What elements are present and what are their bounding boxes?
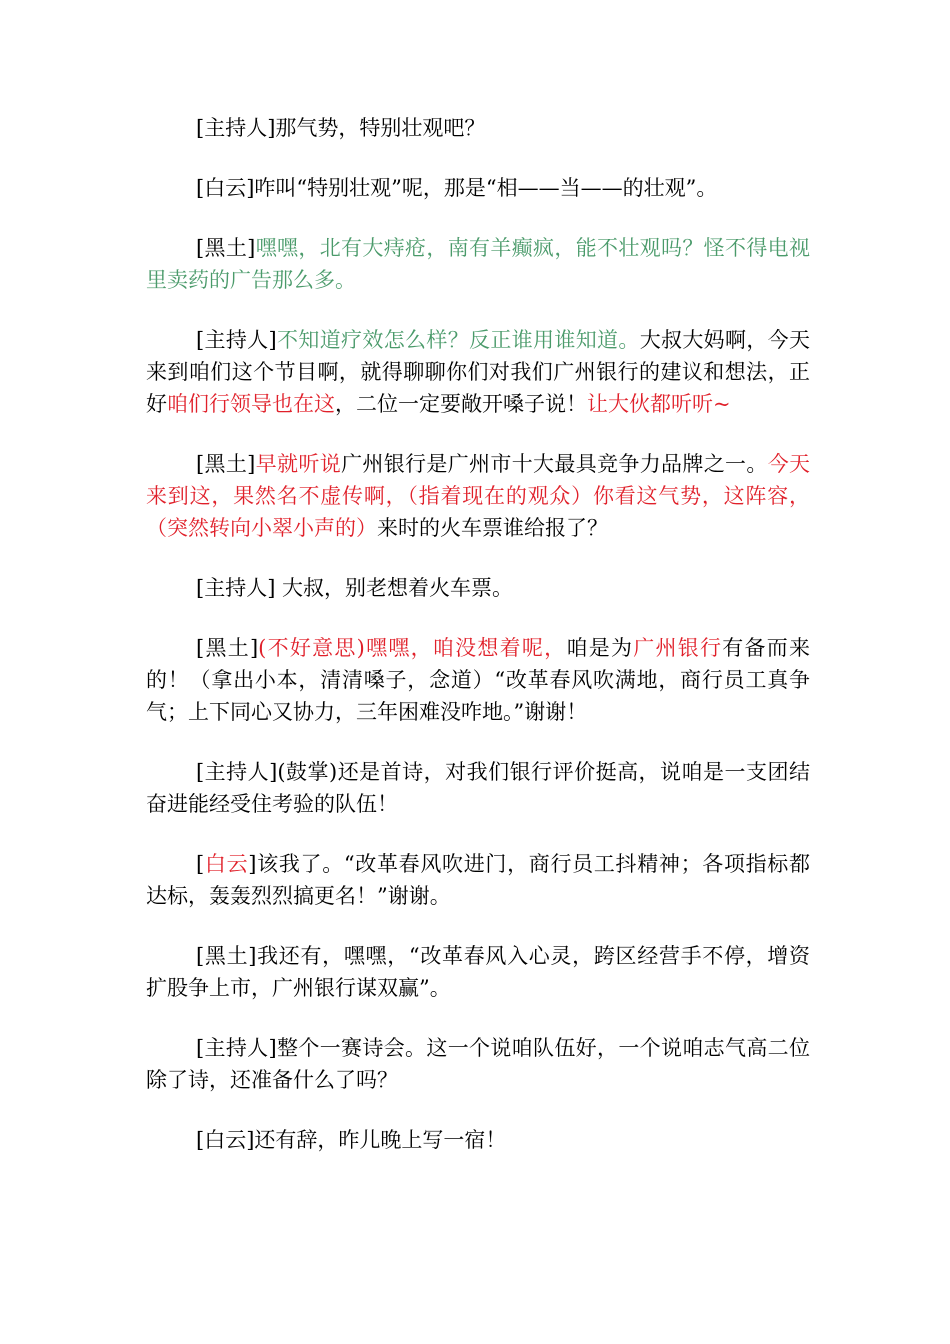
speaker-tag: [主持人] (196, 328, 277, 352)
dialogue-paragraph-9 (146, 848, 810, 912)
dialogue-segment: [白云]还有辞，昨儿晚上写一宿！ (196, 1128, 507, 1152)
dialogue-paragraph-7 (146, 632, 810, 728)
dialogue-segment: ]该我了。“改革春风吹进门，商行员工抖精神；各项指标都达标，轰轰烈烈搞更名！”谢谢。 (146, 852, 810, 908)
dialogue-segment: 咱们行领导也在这 (167, 392, 335, 416)
dialogue-segment: 广州银行 (633, 636, 723, 660)
dialogue-segment: [黑土]我还有，嘿嘿，“改革春风入心灵，跨区经营手不停，增资扩股争上市，广州银行谋双赢”。 (146, 944, 810, 1000)
dialogue-paragraph-3 (146, 232, 810, 296)
dialogue-segment: [主持人] 大叔，别老想着火车票。 (196, 576, 514, 600)
dialogue-segment: 嘿嘿，北有大痔疮，南有羊癫疯，能不壮观吗？怪不得电视里卖药的广告那么多。 (146, 236, 811, 292)
dialogue-paragraph-12 (146, 1124, 810, 1156)
dialogue-paragraph-2 (146, 172, 810, 204)
dialogue-paragraph-1 (146, 112, 810, 144)
speaker-tag: [黑土] (196, 636, 259, 660)
dialogue-segment: [主持人]整个一赛诗会。这一个说咱队伍好，一个说咱志气高二位除了诗，还准备什么了吗？ (146, 1036, 810, 1092)
dialogue-paragraph-11 (146, 1032, 810, 1096)
dialogue-paragraph-8 (146, 756, 810, 820)
dialogue-segment: 大叔大妈啊，今天来到咱们这个节目啊，就得聊聊你们对我们广州银行的建议和想法，正好 (146, 328, 811, 416)
speaker-tag: [黑土] (196, 452, 256, 476)
dialogue-segment: 让大伙都听听~ (587, 392, 731, 416)
dialogue-paragraph-4 (146, 324, 810, 420)
bracket-open: [ (196, 852, 205, 876)
dialogue-segment: [主持人]那气势，特别壮观吧？ (196, 116, 486, 140)
dialogue-segment: 有备而来的！（拿出小本，清清嗓子，念道）“改革春风吹满地，商行员工真争气；上下同心又协力，三年困难没咋地。”谢谢！ (146, 636, 811, 724)
dialogue-segment: 来时的火车票谁给报了？ (377, 516, 608, 540)
speaker-name: 白云 (204, 852, 249, 876)
dialogue-segment: ，二位一定要敞开嗓子说！ (335, 392, 587, 416)
dialogue-paragraph-5 (146, 448, 810, 544)
dialogue-paragraph-6 (146, 572, 810, 604)
dialogue-segment: 不知道疗效怎么样？反正谁用谁知道。 (276, 328, 640, 352)
dialogue-segment: [白云]咋叫“特别壮观”呢，那是“相——当——的壮观”。 (196, 176, 718, 200)
dialogue-segment: 咱是为 (566, 636, 634, 660)
document-page (146, 112, 810, 1184)
speaker-tag: [黑土] (196, 236, 256, 260)
dialogue-segment: (不好意思)嘿嘿，咱没想着呢， (258, 636, 567, 660)
dialogue-paragraph-10 (146, 940, 810, 1004)
dialogue-segment: [主持人](鼓掌)还是首诗，对我们银行评价挺高，说咱是一支团结奋进能经受住考验的队伍！ (146, 760, 810, 816)
dialogue-segment: 早就听说 (255, 452, 342, 476)
dialogue-segment: 今天来到这，果然名不虚传啊，（指着现在的观众）你看这气势，这阵容，（突然转向小翠小声的） (146, 452, 811, 540)
dialogue-segment: 广州银行是广州市十大最具竞争力品牌之一。 (341, 452, 768, 476)
